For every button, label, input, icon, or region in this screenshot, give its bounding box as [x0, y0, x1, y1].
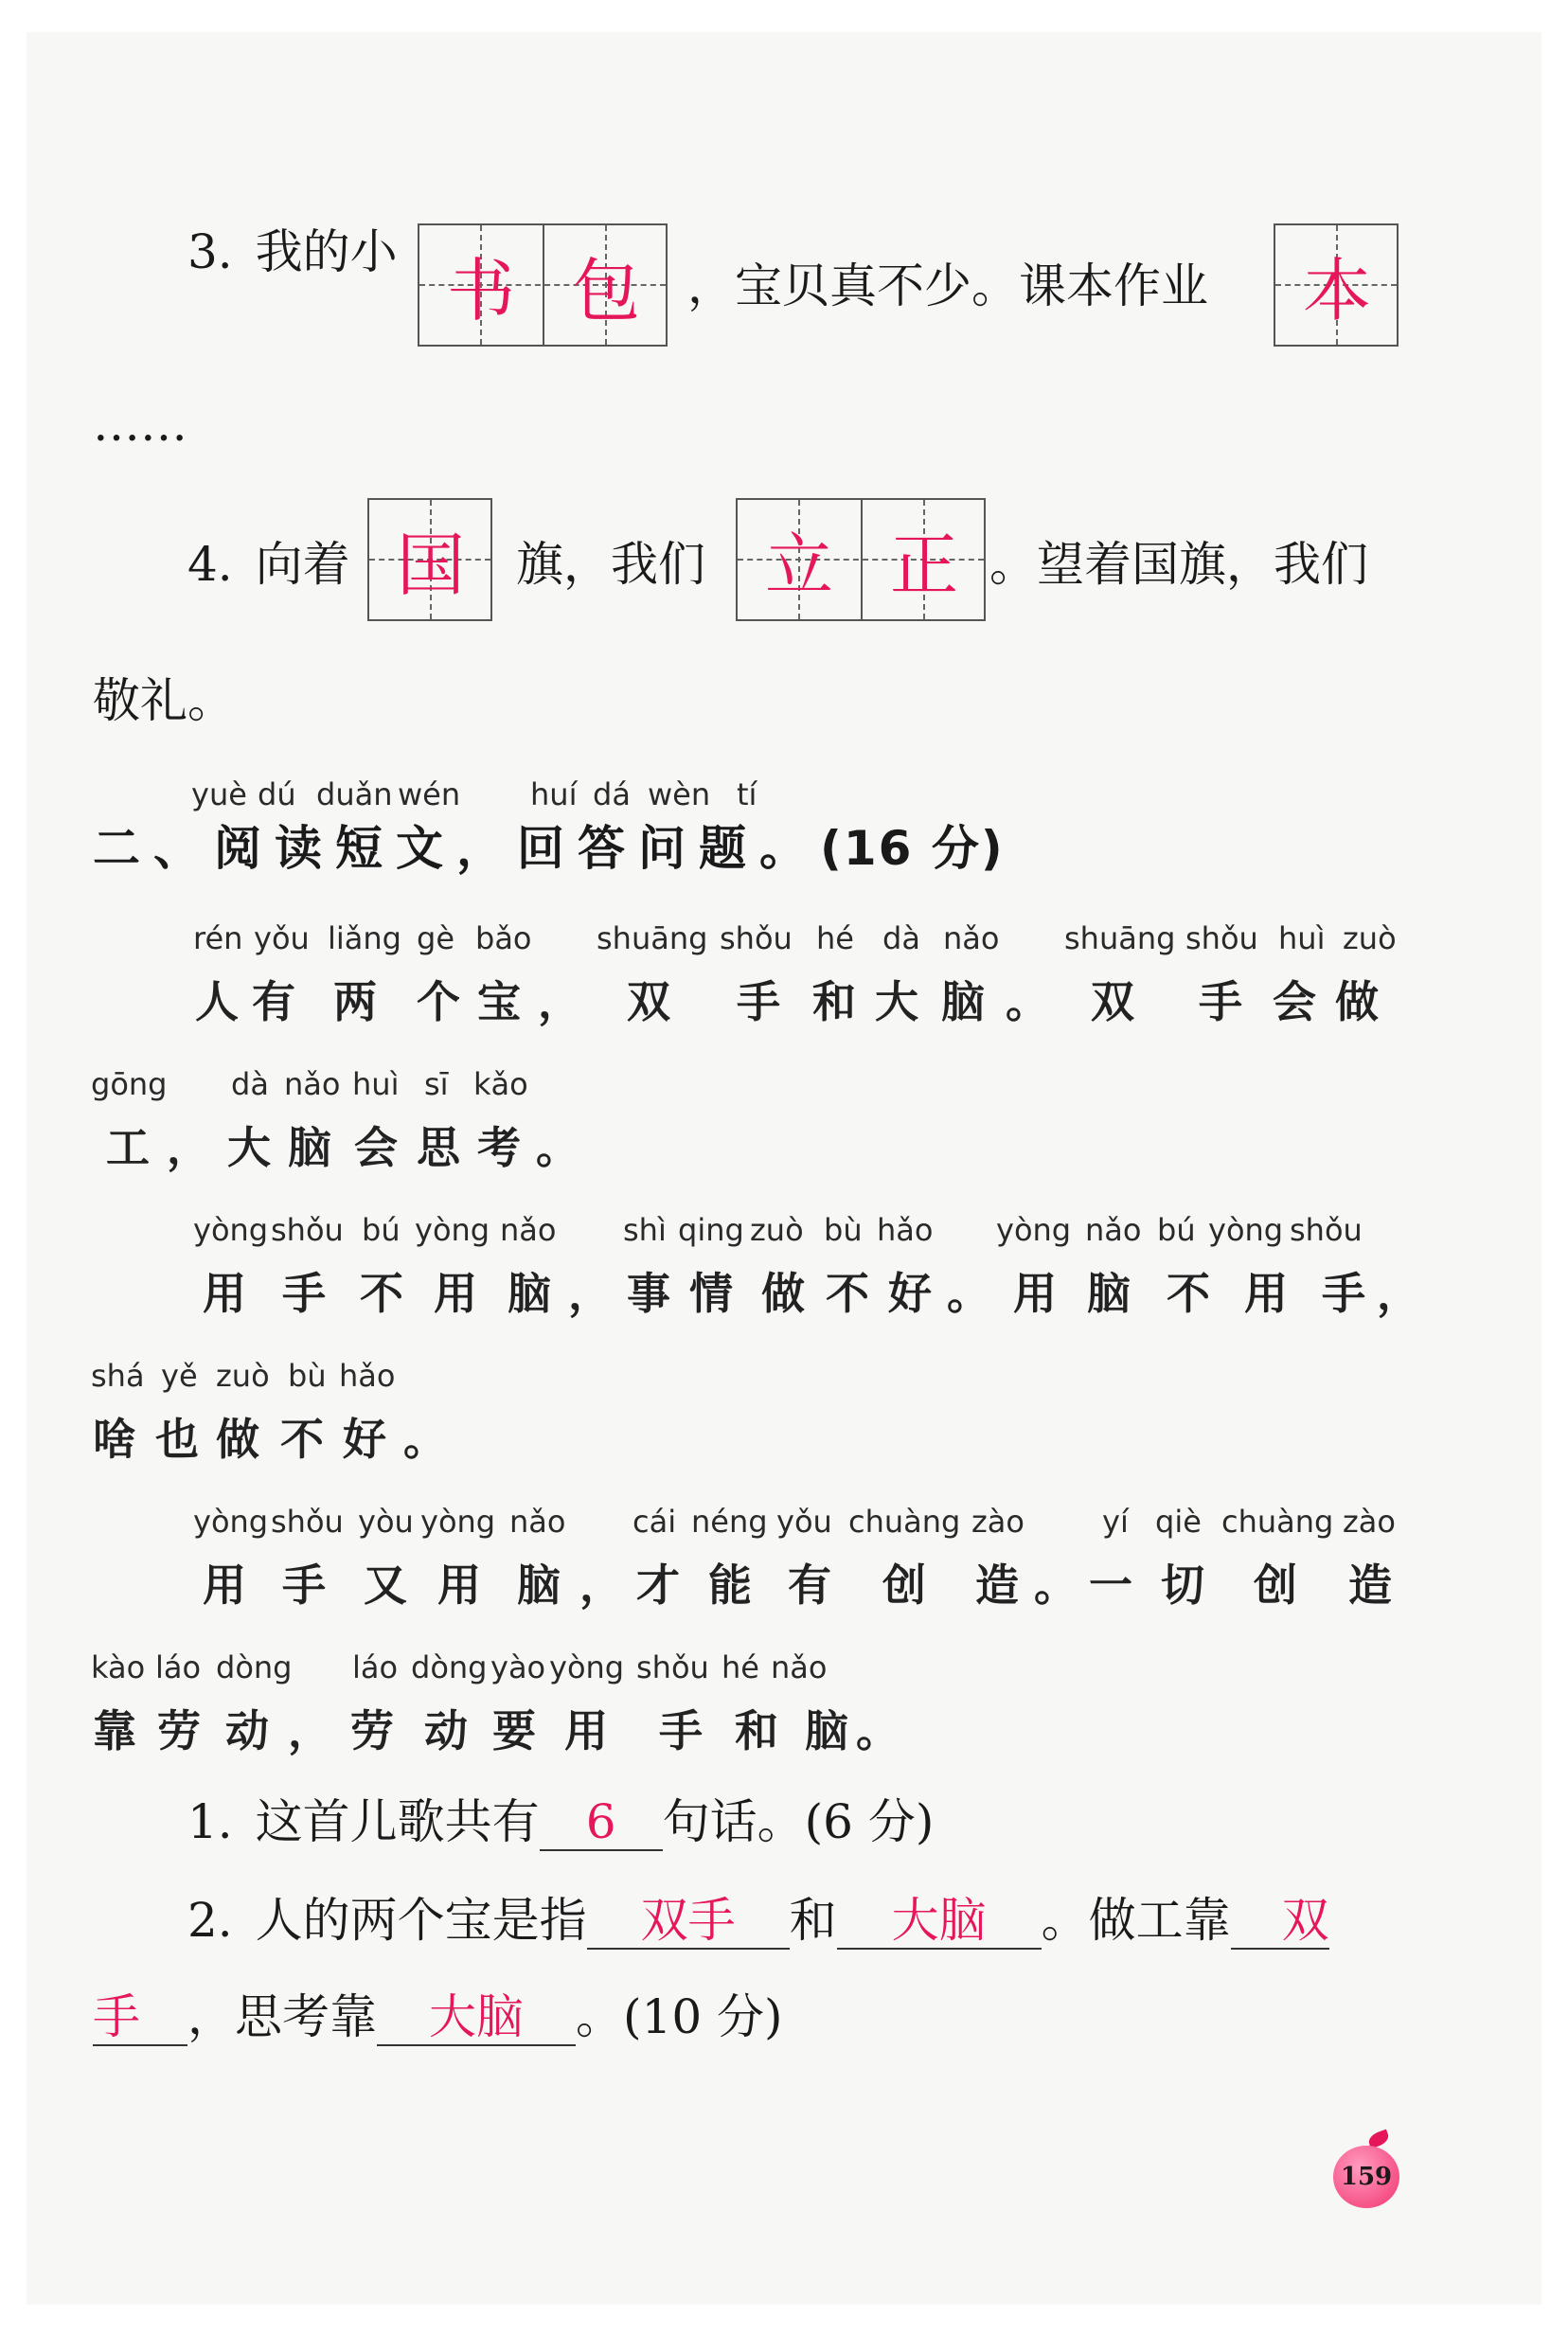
poem-char: 大: [875, 976, 918, 1027]
poem-char: 事: [627, 1268, 670, 1319]
pinyin: yǒu: [254, 920, 310, 956]
section-title-text: 二、阅读短文，回答问题。: [93, 821, 820, 876]
tian-grid-answer: [736, 498, 986, 621]
question-text: 。做工靠: [1041, 1893, 1231, 1948]
question-number: 1.: [187, 1794, 233, 1849]
answer-blank[interactable]: 双: [1231, 1893, 1329, 1950]
pinyin: zuò: [216, 1358, 270, 1394]
poem-char: 会: [354, 1122, 398, 1173]
poem-char: 有: [252, 976, 295, 1027]
pinyin: hǎo: [339, 1358, 396, 1394]
poem-char: 才: [636, 1560, 680, 1611]
pinyin: bú: [362, 1212, 401, 1248]
question-text: 我的小: [255, 224, 398, 279]
poem-char: 宝: [477, 976, 521, 1027]
question-number: 4.: [187, 537, 233, 592]
poem-char: 脑: [805, 1705, 848, 1756]
poem-line: [0, 1259, 1568, 1319]
poem-char: 两: [333, 976, 377, 1027]
poem-char: 脑: [517, 1560, 561, 1611]
grid-char: 正: [861, 500, 986, 619]
poem-char: 做: [216, 1414, 259, 1465]
poem-pinyin-row: [0, 1066, 1568, 1104]
pinyin: dá: [593, 776, 631, 812]
poem-line: [0, 1405, 1568, 1465]
poem-char: 手: [737, 976, 780, 1027]
poem-char: 动: [424, 1705, 468, 1756]
poem-char: 和: [735, 1705, 778, 1756]
pinyin: shǒu: [1290, 1212, 1363, 1248]
pinyin: huì: [1278, 920, 1326, 956]
poem-char: 用: [434, 1268, 477, 1319]
question-text: 。(10 分): [576, 1989, 783, 2044]
pinyin: tí: [737, 776, 757, 812]
pinyin: yòng: [415, 1212, 490, 1248]
question-3: [187, 223, 398, 280]
poem-char: 手: [282, 1560, 326, 1611]
poem-char: 创: [1254, 1560, 1297, 1611]
pinyin: chuàng: [1221, 1504, 1334, 1540]
pinyin: kǎo: [473, 1066, 528, 1102]
poem-char: 考: [477, 1122, 521, 1173]
pinyin: bù: [824, 1212, 863, 1248]
pinyin: huí: [530, 776, 578, 812]
pinyin: zào: [1343, 1504, 1396, 1540]
poem-char: 用: [203, 1268, 246, 1319]
pinyin: zuò: [1343, 920, 1397, 956]
pinyin: duǎn: [316, 776, 393, 812]
pinyin: dà: [882, 920, 920, 956]
poem-char: 脑: [288, 1122, 331, 1173]
pinyin: shǒu: [1185, 920, 1258, 956]
question-number: 2.: [187, 1893, 233, 1948]
poem-char: 造: [975, 1560, 1019, 1611]
pinyin: wèn: [648, 776, 711, 812]
poem-char: 好: [888, 1268, 932, 1319]
poem-char: 有: [788, 1560, 831, 1611]
poem-char: ，: [288, 1705, 331, 1756]
pinyin: hé: [816, 920, 854, 956]
pinyin: nǎo: [509, 1504, 566, 1540]
poem-char: 手: [282, 1268, 326, 1319]
question-text: 旗，我们: [516, 537, 705, 592]
poem-char: 。: [856, 1705, 900, 1756]
tian-grid-answer: [418, 223, 668, 347]
poem-char: 。: [403, 1414, 447, 1465]
question-2-continued: [93, 1988, 783, 2046]
section-title: [93, 820, 1005, 877]
pinyin: nǎo: [500, 1212, 557, 1248]
pinyin: yòng: [420, 1504, 496, 1540]
poem-char: 啥: [93, 1414, 136, 1465]
question-text: ，思考靠: [187, 1989, 377, 2044]
poem-char: 手: [1322, 1268, 1365, 1319]
poem-pinyin-row: [0, 1358, 1568, 1396]
question-text: 向着: [255, 537, 350, 592]
pinyin: néng: [691, 1504, 768, 1540]
poem-char: 动: [225, 1705, 269, 1756]
poem-char: 和: [812, 976, 856, 1027]
pinyin: nǎo: [284, 1066, 341, 1102]
poem-char: 不: [280, 1414, 324, 1465]
section-pinyin: [0, 776, 1568, 814]
poem-char: 能: [708, 1560, 752, 1611]
poem-char: 。: [1006, 976, 1049, 1027]
grid-char: 书: [446, 251, 515, 330]
poem-char: 会: [1273, 976, 1316, 1027]
poem-char: 人: [195, 976, 239, 1027]
pinyin: yòng: [549, 1649, 625, 1685]
pinyin: dòng: [216, 1649, 293, 1685]
pinyin: zuò: [750, 1212, 804, 1248]
poem-char: 。: [1034, 1560, 1078, 1611]
pinyin: shuāng: [1064, 920, 1176, 956]
poem-line: [0, 1697, 1568, 1754]
poem-char: 做: [761, 1268, 805, 1319]
poem-char: ，: [1377, 1268, 1420, 1319]
pinyin: yǒu: [776, 1504, 832, 1540]
poem-char: 用: [564, 1705, 608, 1756]
pinyin: nǎo: [771, 1649, 828, 1685]
pinyin: shǒu: [636, 1649, 709, 1685]
poem-line: [0, 1114, 1568, 1173]
poem-pinyin-row: [0, 920, 1568, 958]
poem-char: 工: [106, 1122, 150, 1173]
pinyin: shǒu: [271, 1212, 344, 1248]
pinyin: yòng: [193, 1504, 269, 1540]
pinyin: bù: [288, 1358, 327, 1394]
pinyin: cái: [633, 1504, 677, 1540]
pinyin: nǎo: [943, 920, 1000, 956]
pinyin: hǎo: [877, 1212, 934, 1248]
question-number: 3.: [187, 224, 233, 279]
poem-char: 脑: [941, 976, 985, 1027]
poem-char: 大: [227, 1122, 271, 1173]
poem-char: 造: [1348, 1560, 1392, 1611]
pinyin: shǒu: [271, 1504, 344, 1540]
answer-blank[interactable]: 手: [93, 1989, 187, 2046]
pinyin: wén: [398, 776, 461, 812]
poem-char: 也: [155, 1414, 199, 1465]
question-4: [187, 536, 350, 593]
pinyin: zào: [971, 1504, 1025, 1540]
pinyin: huì: [352, 1066, 400, 1102]
pinyin: dú: [258, 776, 296, 812]
question-text: ，宝贝真不少。课本作业: [687, 258, 1208, 313]
pinyin: nǎo: [1085, 1212, 1142, 1248]
poem-pinyin-row: [0, 1212, 1568, 1250]
pinyin: yí: [1102, 1504, 1129, 1540]
pinyin: qing: [678, 1212, 744, 1248]
pinyin: shì: [623, 1212, 667, 1248]
question-continuation: 敬礼。: [93, 673, 235, 728]
poem-char: 不: [1167, 1268, 1210, 1319]
poem-char: 双: [1091, 976, 1134, 1027]
question-text: 句话。(6 分): [662, 1794, 935, 1849]
pinyin: dà: [231, 1066, 269, 1102]
poem-char: 一: [1089, 1560, 1132, 1611]
poem-char: 不: [360, 1268, 403, 1319]
grid-char: 本: [1302, 251, 1371, 330]
pinyin: yòng: [996, 1212, 1072, 1248]
question-text: 这首儿歌共有: [255, 1794, 540, 1849]
answer-blank[interactable]: 双手: [587, 1893, 790, 1950]
question-text: 。望着国旗，我们: [989, 537, 1368, 592]
poem-char: 思: [417, 1122, 460, 1173]
pinyin: bú: [1157, 1212, 1196, 1248]
pinyin: shǒu: [720, 920, 793, 956]
pinyin: qiè: [1155, 1504, 1202, 1540]
poem-char: 靠: [93, 1705, 136, 1756]
poem-char: 切: [1161, 1560, 1204, 1611]
pinyin: hé: [722, 1649, 759, 1685]
poem-char: 手: [659, 1705, 703, 1756]
poem-char: 好: [343, 1414, 386, 1465]
section-score: (16 分): [820, 821, 1005, 876]
poem-char: 不: [826, 1268, 869, 1319]
poem-pinyin-row: [0, 1504, 1568, 1542]
poem-char: 脑: [508, 1268, 551, 1319]
pinyin: yòng: [1208, 1212, 1284, 1248]
tian-grid-answer: [1274, 223, 1399, 347]
poem-char: 做: [1335, 976, 1379, 1027]
pinyin: kào: [91, 1649, 146, 1685]
question-text: 和: [789, 1893, 837, 1948]
poem-line: [0, 968, 1568, 1025]
pinyin: gōng: [91, 1066, 168, 1102]
question-1: [187, 1793, 934, 1851]
pinyin: shá: [91, 1358, 145, 1394]
question-2: [187, 1892, 1329, 1950]
poem-char: 劳: [157, 1705, 201, 1756]
grid-char: 立: [764, 526, 833, 605]
grid-char: 包: [543, 225, 668, 345]
poem-char: 创: [882, 1560, 926, 1611]
poem-char: 手: [1199, 976, 1242, 1027]
poem-char: 用: [437, 1560, 481, 1611]
page-number: 159: [1333, 2146, 1399, 2208]
pinyin: chuàng: [848, 1504, 961, 1540]
pinyin: yòng: [193, 1212, 269, 1248]
poem-char: ，: [538, 976, 581, 1027]
poem-char: 用: [203, 1560, 246, 1611]
poem-char: 。: [536, 1122, 579, 1173]
pinyin: yòu: [358, 1504, 414, 1540]
poem-char: 脑: [1087, 1268, 1131, 1319]
pinyin: láo: [352, 1649, 399, 1685]
poem-char: 。: [947, 1268, 990, 1319]
pinyin: liǎng: [328, 920, 401, 956]
pinyin: yě: [161, 1358, 198, 1394]
poem-char: 用: [1013, 1268, 1057, 1319]
question-continuation: ……: [93, 397, 187, 452]
answer-blank[interactable]: 大脑: [377, 1989, 576, 2046]
pinyin: yào: [490, 1649, 546, 1685]
poem-char: 个: [417, 976, 460, 1027]
tian-grid-answer: [367, 498, 492, 621]
poem-char: 又: [364, 1560, 407, 1611]
answer-blank[interactable]: 6: [540, 1794, 663, 1851]
pinyin: yuè: [191, 776, 247, 812]
poem-char: 劳: [350, 1705, 394, 1756]
pinyin: dòng: [411, 1649, 488, 1685]
poem-char: 双: [627, 976, 670, 1027]
answer-blank[interactable]: 大脑: [837, 1893, 1042, 1950]
poem-line: [0, 1551, 1568, 1611]
grid-char: 国: [396, 526, 465, 605]
poem-char: 要: [492, 1705, 536, 1756]
poem-char: 情: [689, 1268, 733, 1319]
poem-char: ，: [579, 1560, 623, 1611]
poem-pinyin-row: [0, 1649, 1568, 1687]
pinyin: láo: [155, 1649, 202, 1685]
pinyin: rén: [193, 920, 243, 956]
pinyin: sī: [424, 1066, 449, 1102]
pinyin: gè: [417, 920, 454, 956]
poem-char: ，: [167, 1122, 210, 1173]
question-text: 人的两个宝是指: [255, 1893, 587, 1948]
pinyin: bǎo: [475, 920, 532, 956]
poem-char: 用: [1244, 1268, 1288, 1319]
pinyin: shuāng: [597, 920, 708, 956]
poem-char: ，: [568, 1268, 612, 1319]
